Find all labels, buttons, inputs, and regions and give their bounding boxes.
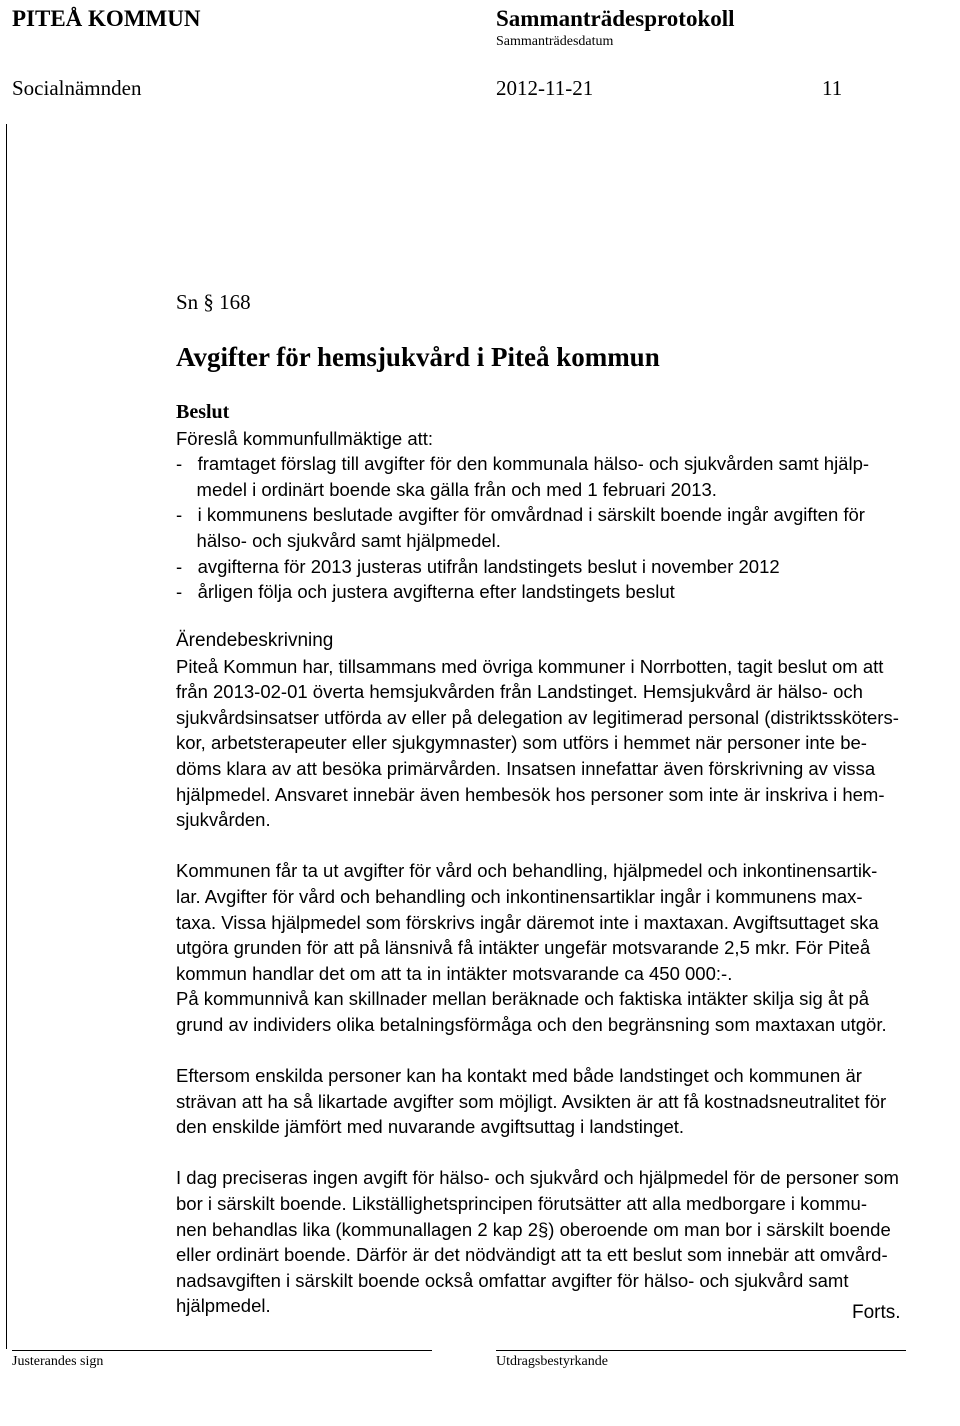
- paragraph-line: den enskilde jämfört med nuvarande avgiftsuttag i landstinget.: [176, 1116, 685, 1138]
- paragraph-line: sjukvårdsinsatser utförda av eller på delegation av legitimerad personal (distriktssköters-: [176, 706, 899, 728]
- paragraph-line: I dag preciseras ingen avgift för hälso- och sjukvård och hjälpmedel för de personer som: [176, 1167, 899, 1189]
- board-name: Socialnämnden: [12, 76, 142, 100]
- signature-rule: [12, 1350, 432, 1351]
- paragraph-line: kommun handlar det om att ta in intäkter motsvarande ca 450 000:-.: [176, 962, 733, 984]
- paragraph-line: nadsavgiften i särskilt boende också omfattar avgifter för hälso- och sjukvård samt: [176, 1269, 849, 1291]
- paragraph-line: från 2013-02-01 överta hemsjukvården från Landstinget. Hemsjukvård är hälso- och: [176, 681, 863, 703]
- description-heading: Ärendebeskrivning: [176, 630, 334, 651]
- decision-intro: Föreslå kommunfullmäktige att:: [176, 427, 434, 449]
- paragraph-line: hjälpmedel. Ansvaret innebär även hembesök hos personer som inte är inskriva i hem-: [176, 783, 885, 805]
- paragraph-line: sjukvården.: [176, 809, 271, 831]
- paragraph-line: hjälpmedel.: [176, 1295, 271, 1317]
- decision-line: - årligen följa och justera avgifterna efter landstingets beslut: [176, 581, 675, 603]
- meeting-date: 2012-11-21: [496, 76, 594, 100]
- paragraph-line: grund av individers olika betalningsförmåga och den begränsning som maxtaxan utgör.: [176, 1013, 887, 1035]
- signature-label: Justerandes sign: [12, 1354, 104, 1369]
- margin-rule: [6, 124, 7, 1349]
- decision-line: medel i ordinärt boende ska gälla från och med 1 februari 2013.: [176, 478, 717, 500]
- decision-line: - avgifterna för 2013 justeras utifrån landstingets beslut i november 2012: [176, 555, 780, 577]
- paragraph-line: Eftersom enskilda personer kan ha kontakt med både landstinget och kommunen är: [176, 1065, 862, 1087]
- section-number: Sn § 168: [176, 290, 251, 314]
- excerpt-label: Utdragsbestyrkande: [496, 1354, 608, 1369]
- excerpt-rule: [496, 1350, 906, 1351]
- paragraph-line: Piteå Kommun har, tillsammans med övriga kommuner i Norrbotten, tagit beslut om att: [176, 655, 884, 677]
- paragraph-line: taxa. Vissa hjälpmedel som förskrivs ingår däremot inte i maxtaxan. Avgiftsuttaget ska: [176, 911, 879, 933]
- paragraph-line: lar. Avgifter för vård och behandling och inkontinensartiklar ingår i kommunens max-: [176, 885, 863, 907]
- paragraph-line: döms klara av att besöka primärvården. Insatsen innefattar även förskrivning av vissa: [176, 757, 876, 779]
- date-label: Sammanträdesdatum: [496, 34, 614, 49]
- paragraph-line: På kommunnivå kan skillnader mellan beräknade och faktiska intäkter skilja sig åt på: [176, 988, 870, 1010]
- paragraph-line: utgöra grunden för att på länsnivå få intäkter ungefär motsvarande 2,5 mkr. För Piteå: [176, 937, 871, 959]
- page-number: 11: [822, 76, 843, 100]
- paragraph-line: Kommunen får ta ut avgifter för vård och behandling, hjälpmedel och inkontinensartik-: [176, 860, 878, 882]
- decision-line: - i kommunens beslutade avgifter för omvårdnad i särskilt boende ingår avgiften för: [176, 504, 865, 526]
- description-section: [176, 628, 946, 1319]
- paragraph-line: eller ordinärt boende. Därför är det nödvändigt att ta ett beslut som innebär att omvård-: [176, 1244, 888, 1266]
- decision-section: [176, 400, 946, 605]
- page-title: Avgifter för hemsjukvård i Piteå kommun: [176, 342, 660, 372]
- paragraph-line: kor, arbetsterapeuter eller sjukgymnaster) som utförs i hemmet när personer inte be-: [176, 732, 867, 754]
- document-type: Sammanträdesprotokoll: [496, 6, 735, 31]
- continued-marker: Forts.: [852, 1302, 901, 1323]
- decision-line: - framtaget förslag till avgifter för den kommunala hälso- och sjukvården samt hjälp-: [176, 453, 870, 475]
- decision-line: hälso- och sjukvård samt hjälpmedel.: [176, 529, 501, 551]
- paragraph-line: bor i särskilt boende. Likställighetsprincipen förutsätter att alla medborgare i kommu-: [176, 1193, 867, 1215]
- paragraph-line: strävan att ha så likartade avgifter som möjligt. Avsikten är att få kostnadsneutralitet för: [176, 1090, 887, 1112]
- paragraph-line: nen behandlas lika (kommunallagen 2 kap 2§) oberoende om man bor i särskilt boende: [176, 1218, 891, 1240]
- organization-name: PITEÅ KOMMUN: [12, 6, 201, 31]
- decision-heading: Beslut: [176, 401, 230, 423]
